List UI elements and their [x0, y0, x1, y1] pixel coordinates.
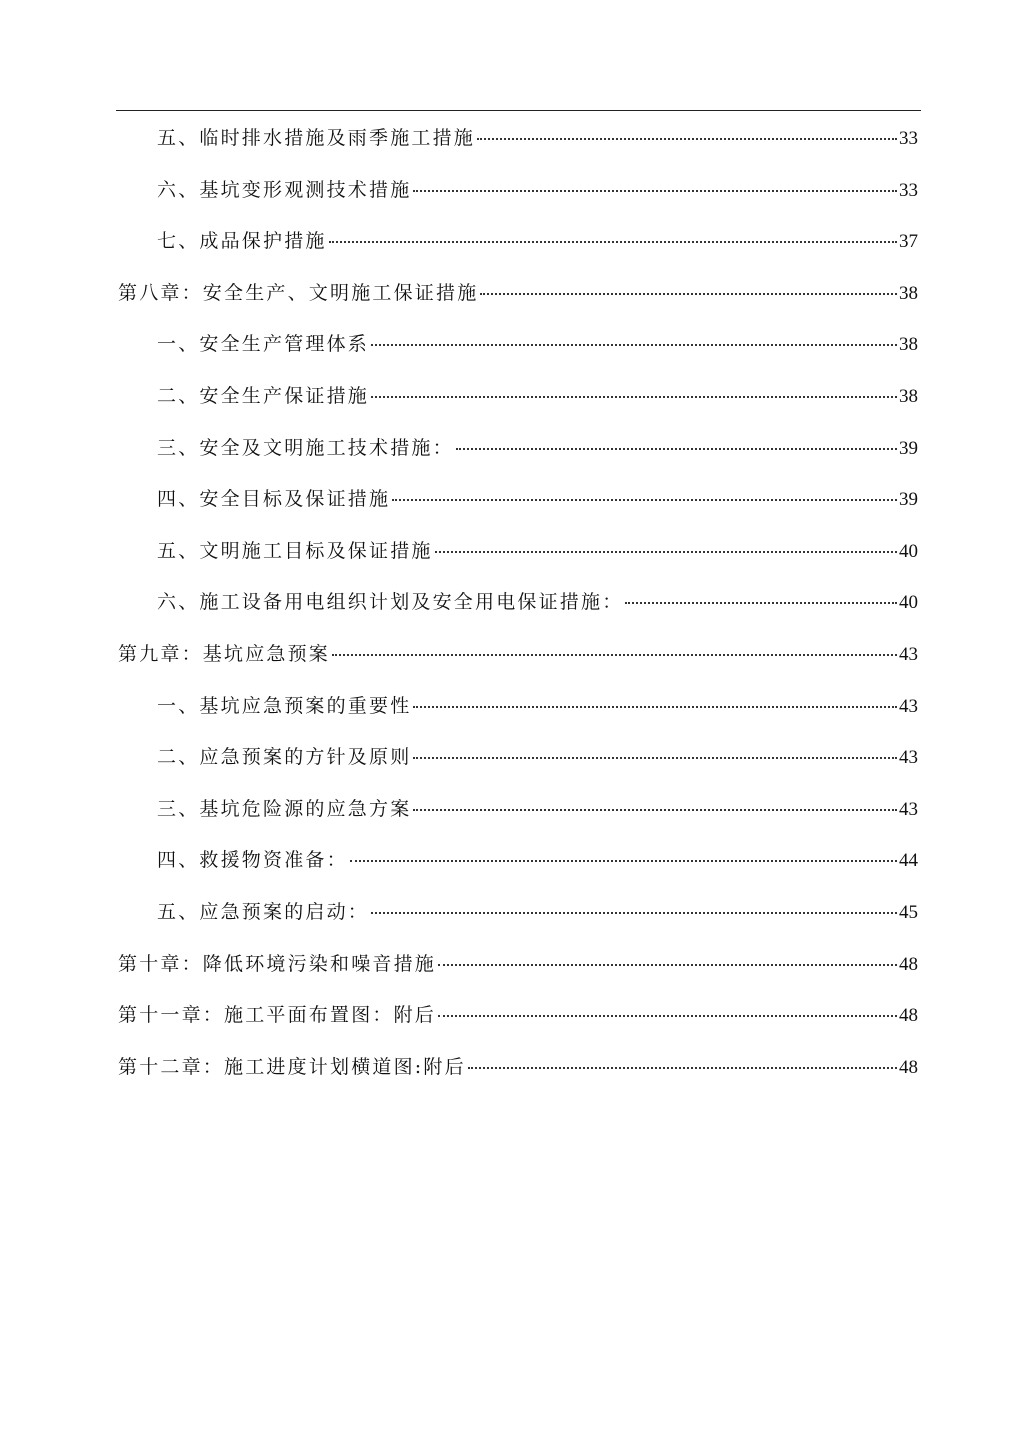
toc-dot-leader — [329, 241, 897, 243]
toc-entry-title: 四、安全目标及保证措施 — [157, 488, 391, 511]
toc-entry-title: 七、成品保护措施 — [157, 230, 327, 253]
toc-entry-title: 第十一章：施工平面布置图：附后 — [118, 1004, 437, 1027]
toc-entry-title: 二、安全生产保证措施 — [157, 384, 370, 407]
toc-section-entry[interactable] — [116, 526, 918, 578]
toc-page-number: 38 — [899, 385, 918, 407]
toc-chapter-entry[interactable] — [116, 939, 918, 991]
toc-chapter-entry[interactable] — [116, 990, 918, 1042]
toc-page-number: 38 — [899, 282, 918, 304]
toc-dot-leader — [480, 293, 897, 295]
toc-page-number: 39 — [899, 489, 918, 511]
toc-entry-title: 五、文明施工目标及保证措施 — [157, 539, 433, 562]
toc-dot-leader — [413, 706, 897, 708]
toc-dot-leader — [438, 964, 897, 966]
toc-dot-leader — [625, 602, 897, 604]
toc-dot-leader — [350, 860, 897, 862]
header-rule — [116, 110, 921, 111]
toc-entry-title: 一、基坑应急预案的重要性 — [157, 694, 412, 717]
toc-section-entry[interactable] — [116, 216, 918, 268]
toc-entry-title: 第九章：基坑应急预案 — [118, 642, 331, 665]
toc-page-number: 43 — [899, 798, 918, 820]
toc-section-entry[interactable] — [116, 423, 918, 475]
toc-page-number: 45 — [899, 901, 918, 923]
toc-page-number: 48 — [899, 1005, 918, 1027]
toc-dot-leader — [477, 138, 897, 140]
toc-entry-title: 五、临时排水措施及雨季施工措施 — [157, 127, 476, 149]
toc-dot-leader — [332, 654, 897, 656]
toc-dot-leader — [468, 1067, 897, 1069]
toc-page-number: 40 — [899, 540, 918, 562]
toc-entry-title: 第十章：降低环境污染和噪音措施 — [118, 952, 437, 975]
toc-section-entry[interactable] — [116, 165, 918, 217]
toc-entry-title: 第十二章：施工进度计划横道图:附后 — [118, 1055, 466, 1078]
toc-dot-leader — [413, 190, 897, 192]
toc-page-number: 33 — [899, 128, 918, 149]
toc-page-number: 44 — [899, 850, 918, 872]
toc-page-number: 33 — [899, 179, 918, 201]
toc-dot-leader — [371, 396, 897, 398]
toc-dot-leader — [392, 499, 897, 501]
toc-page-number: 40 — [899, 592, 918, 614]
toc-dot-leader — [413, 809, 897, 811]
toc-page-number: 37 — [899, 231, 918, 253]
toc-entry-title: 二、应急预案的方针及原则 — [157, 746, 412, 769]
toc-section-entry[interactable] — [116, 681, 918, 733]
toc-section-entry[interactable] — [116, 887, 918, 939]
toc-section-entry[interactable] — [116, 319, 918, 371]
toc-section-entry[interactable] — [116, 732, 918, 784]
toc-entry-title: 三、基坑危险源的应急方案 — [157, 797, 412, 820]
table-of-contents — [116, 113, 918, 1093]
toc-dot-leader — [435, 551, 897, 553]
toc-section-entry[interactable] — [116, 577, 918, 629]
toc-dot-leader — [413, 757, 897, 759]
toc-dot-leader — [456, 448, 897, 450]
toc-page-number: 43 — [899, 643, 918, 665]
toc-section-entry[interactable] — [116, 784, 918, 836]
toc-section-entry[interactable] — [116, 474, 918, 526]
toc-page-number: 38 — [899, 334, 918, 356]
toc-section-entry[interactable] — [116, 113, 918, 165]
toc-page-number: 43 — [899, 695, 918, 717]
toc-chapter-entry[interactable] — [116, 1042, 918, 1094]
toc-entry-title: 三、安全及文明施工技术措施： — [157, 436, 454, 459]
toc-entry-title: 一、安全生产管理体系 — [157, 333, 370, 356]
toc-chapter-entry[interactable] — [116, 268, 918, 320]
toc-page-number: 48 — [899, 1056, 918, 1078]
toc-chapter-entry[interactable] — [116, 629, 918, 681]
toc-entry-title: 四、救援物资准备： — [157, 849, 348, 872]
toc-dot-leader — [371, 344, 897, 346]
toc-entry-title: 第八章：安全生产、文明施工保证措施 — [118, 281, 479, 304]
toc-section-entry[interactable] — [116, 835, 918, 887]
toc-entry-title: 六、施工设备用电组织计划及安全用电保证措施： — [157, 591, 624, 614]
toc-entry-title: 六、基坑变形观测技术措施 — [157, 178, 412, 201]
toc-section-entry[interactable] — [116, 371, 918, 423]
toc-dot-leader — [371, 912, 897, 914]
toc-page-number: 39 — [899, 437, 918, 459]
toc-entry-title: 五、应急预案的启动： — [157, 900, 370, 923]
toc-page-number: 43 — [899, 747, 918, 769]
toc-page-number: 48 — [899, 953, 918, 975]
toc-dot-leader — [438, 1015, 897, 1017]
